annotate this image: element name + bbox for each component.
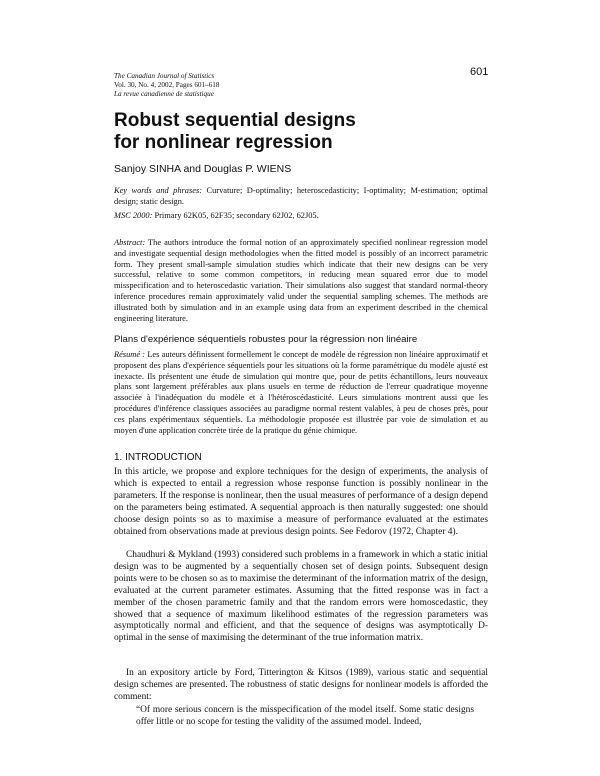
journal-french-name: La revue canadienne de statistique	[114, 90, 214, 98]
page-number: 601	[470, 66, 489, 78]
abstract-text: The authors introduce the formal notion of an approximately specified nonlinear regression model and investigate sequential design methodologies when the fitted model is possibly of an incorrect parametric form. They present small-sample simulation studies which indicate that their new designs can be very successful, relative to some common competitors, in reducing mean squared error due to model misspecification and to heteroscedastic variation. Their simulations also suggest that standard normal-theory inference procedures remain approximately valid under the sequential sampling schemes. The methods are illustrated both by simulation and in an example using data from an experiment described in the chemical engineering literature.	[114, 238, 488, 323]
keywords-label: Key words and phrases:	[114, 186, 203, 195]
journal-name: The Canadian Journal of Statistics	[114, 72, 215, 80]
resume-text: Les auteurs définissent formellement le concept de modèle de régression non linéaire approximatif et proposent des plans d'expérience séquentiels pour les situations où la forme paramétrique du modèle ajusté est inexacte. Ils présentent une étude de simulation qui montre que, pour de petits échantillons, leurs nouveaux plans sont largement préférables aux plans usuels en terme de réduction de l'erreur quadratique moyenne associée à l'inadéquation du modèle et à l'hétéroscédasticité. Leurs simulations montrent aussi que les procédures d'inférence classiques associées au paradigme normal restent valables, à peu de choses près, pour ces plans expérimentaux séquentiels. La méthodologie proposée est illustrée par voie de simulation et au moyen d'une application concrète tirée de la pratique du génie chimique.	[114, 350, 488, 435]
paragraph-1: In this article, we propose and explore techniques for the design of experiments, the analysis of which is expected to entail a regression whose response function is possibly nonlinear in the parameters. If the response is nonlinear, then the usual measures of performance of a design depend on the parameters being estimated. A sequential approach is then naturally suggested: one should choose design points so as to maximise a measure of performance evaluated at the estimates obtained from observations made at previous design points. See Fedorov (1972, Chapter 4).	[114, 467, 488, 537]
paragraph-3: In an expository article by Ford, Titterington & Kitsos (1989), various static and sequential design schemes are presented. The robustness of static designs for nonlinear models is afforded the comment:	[114, 668, 488, 702]
resume	[114, 350, 488, 436]
title-line-1: Robust sequential designs	[114, 110, 356, 131]
block-quote: “Of more serious concern is the misspecification of the model itself. Some static designs offer little or no scope for testing the validity of the assumed model. Indeed,	[136, 705, 474, 727]
french-title: Plans d'expérience séquentiels robustes pour la régression non linéaire	[114, 334, 418, 345]
msc-label: MSC 2000:	[114, 211, 153, 220]
msc-text: Primary 62K05, 62F35; secondary 62J02, 62J05.	[152, 211, 319, 220]
section-heading: 1. INTRODUCTION	[114, 452, 202, 463]
journal-header	[114, 72, 494, 99]
authors: Sanjoy SINHA and Douglas P. WIENS	[114, 163, 292, 175]
title-line-2: for nonlinear regression	[114, 132, 333, 153]
msc-classification	[114, 211, 488, 222]
abstract	[114, 238, 488, 324]
abstract-label: Abstract:	[114, 238, 146, 247]
paragraph-2: Chaudhuri & Mykland (1993) considered such problems in a framework in which a static initial design was to be augmented by a sequentially chosen set of design points. Subsequent design points were to be chosen so as to maximise the determinant of the information matrix of the design, evaluated at the current parameter estimates. Assuming that the fitted response was in fact a member of the chosen parametric family and that the random errors were homoscedastic, they showed that a sequence of maximum likelihood estimates of the regression parameters was asymptotically normal and efficient, and that the sequence of designs was asymptotically D-optimal in the sense of maximising the determinant of the true information matrix.	[114, 550, 488, 644]
journal-volume: Vol. 30, No. 4, 2002, Pages 601–618	[114, 81, 220, 89]
resume-label: Résumé :	[114, 350, 146, 359]
keywords-text: Curvature; D-optimality; heteroscedasticity; I-optimality; M-estimation; optimal design; static design.	[114, 186, 488, 206]
paper-title	[114, 110, 494, 154]
keywords	[114, 186, 488, 208]
